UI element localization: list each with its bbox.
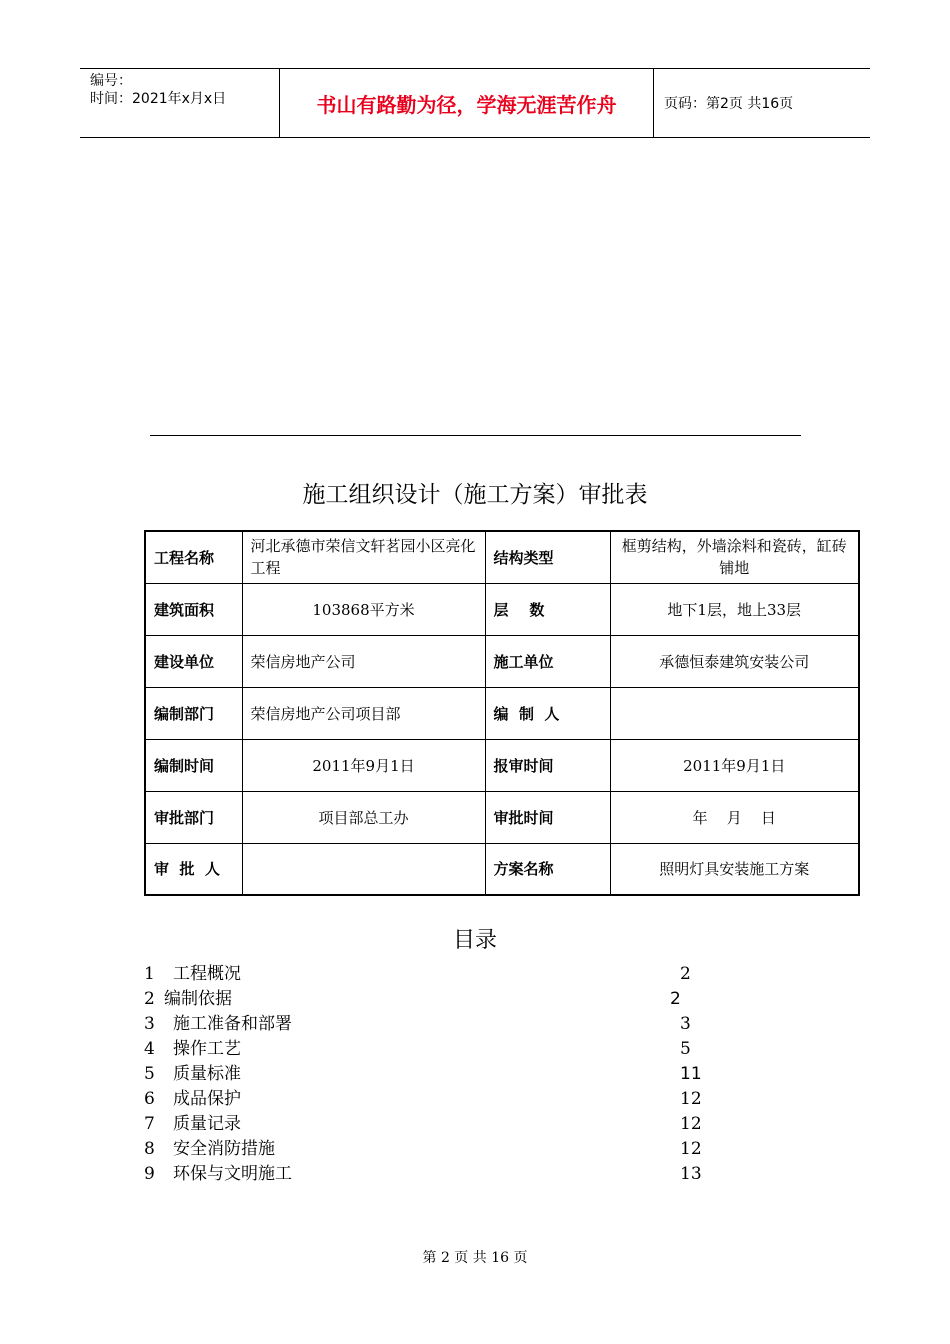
toc-page: 2 — [670, 989, 681, 1009]
row-label: 审 批 人 — [145, 843, 242, 895]
toc-number: 1 — [144, 964, 155, 984]
approval-dept-value: 项目部总工办 — [242, 791, 485, 843]
toc-item[interactable] — [144, 987, 744, 1012]
number-label: 编号： — [90, 73, 132, 89]
toc-number: 8 — [144, 1139, 155, 1159]
toc-item[interactable] — [144, 1037, 744, 1062]
toc-page: 5 — [680, 1039, 691, 1059]
page-footer: 第 2 页 共 16 页 — [422, 1250, 528, 1266]
toc-text: 工程概况 — [173, 964, 241, 984]
toc-page: 12 — [680, 1089, 702, 1109]
toc-title: 目录 — [452, 928, 497, 953]
toc-text: 安全消防措施 — [173, 1139, 275, 1159]
row-label: 编 制 人 — [485, 687, 610, 739]
toc-page: 12 — [680, 1139, 702, 1159]
approver-value — [242, 843, 485, 895]
contractor-value: 承德恒泰建筑安装公司 — [610, 635, 859, 687]
toc-text: 操作工艺 — [173, 1039, 241, 1059]
header-motto: 书山有路勤为径，学海无涯苦作舟 — [280, 69, 654, 137]
toc-text: 质量记录 — [173, 1114, 241, 1134]
time-label: 时间：2021年x月x日 — [90, 91, 227, 107]
row-label: 层 数 — [485, 583, 610, 635]
row-label: 方案名称 — [485, 843, 610, 895]
table-row — [145, 531, 859, 583]
row-label: 建设单位 — [145, 635, 242, 687]
toc-page: 2 — [680, 964, 691, 984]
toc-number: 3 — [144, 1014, 155, 1034]
building-area-value: 103868平方米 — [242, 583, 485, 635]
toc-item[interactable] — [144, 1062, 744, 1087]
prep-dept-value: 荣信房地产公司项目部 — [242, 687, 485, 739]
toc-item[interactable] — [144, 1012, 744, 1037]
row-label: 报审时间 — [485, 739, 610, 791]
table-row — [145, 687, 859, 739]
toc-number: 6 — [144, 1089, 155, 1109]
toc-text: 质量标准 — [173, 1064, 241, 1084]
document-title: 施工组织设计（施工方案）审批表 — [302, 482, 648, 508]
floors-value: 地下1层，地上33层 — [610, 583, 859, 635]
row-label: 结构类型 — [485, 531, 610, 583]
toc-item[interactable] — [144, 1112, 744, 1137]
plan-name-value: 照明灯具安装施工方案 — [610, 843, 859, 895]
toc-item[interactable] — [144, 962, 744, 987]
row-label: 审批部门 — [145, 791, 242, 843]
project-name-value: 河北承德市荣信文轩茗园小区亮化工程 — [242, 531, 485, 583]
toc-text: 编制依据 — [164, 989, 232, 1009]
toc-text: 环保与文明施工 — [173, 1164, 292, 1184]
owner-value: 荣信房地产公司 — [242, 635, 485, 687]
prep-date-value: 2011年9月1日 — [242, 739, 485, 791]
toc-page: 3 — [680, 1014, 691, 1034]
horizontal-divider — [150, 435, 801, 436]
toc-number: 4 — [144, 1039, 155, 1059]
approval-date-value: 年 月 日 — [610, 791, 859, 843]
toc-item[interactable] — [144, 1087, 744, 1112]
row-label: 施工单位 — [485, 635, 610, 687]
table-row — [145, 583, 859, 635]
page-header — [80, 68, 870, 138]
row-label: 建筑面积 — [145, 583, 242, 635]
toc-text: 成品保护 — [173, 1089, 241, 1109]
toc-text: 施工准备和部署 — [173, 1014, 292, 1034]
table-row — [145, 843, 859, 895]
toc-number: 7 — [144, 1114, 155, 1134]
toc-page: 12 — [680, 1114, 702, 1134]
row-label: 工程名称 — [145, 531, 242, 583]
table-row — [145, 791, 859, 843]
table-of-contents — [144, 962, 744, 1187]
preparer-value — [610, 687, 859, 739]
toc-number: 5 — [144, 1064, 155, 1084]
table-row — [145, 739, 859, 791]
approval-table — [144, 530, 860, 896]
submit-date-value: 2011年9月1日 — [610, 739, 859, 791]
row-label: 审批时间 — [485, 791, 610, 843]
toc-item[interactable] — [144, 1137, 744, 1162]
toc-page: 11 — [680, 1064, 702, 1084]
structure-type-value: 框剪结构，外墙涂料和瓷砖，缸砖铺地 — [610, 531, 859, 583]
toc-page: 13 — [680, 1164, 702, 1184]
toc-number: 9 — [144, 1164, 155, 1184]
header-meta — [80, 69, 280, 137]
header-page-info: 页码：第2页 共16页 — [664, 96, 794, 112]
row-label: 编制时间 — [145, 739, 242, 791]
toc-item[interactable] — [144, 1162, 744, 1187]
table-row — [145, 635, 859, 687]
toc-number: 2 — [144, 989, 155, 1009]
row-label: 编制部门 — [145, 687, 242, 739]
